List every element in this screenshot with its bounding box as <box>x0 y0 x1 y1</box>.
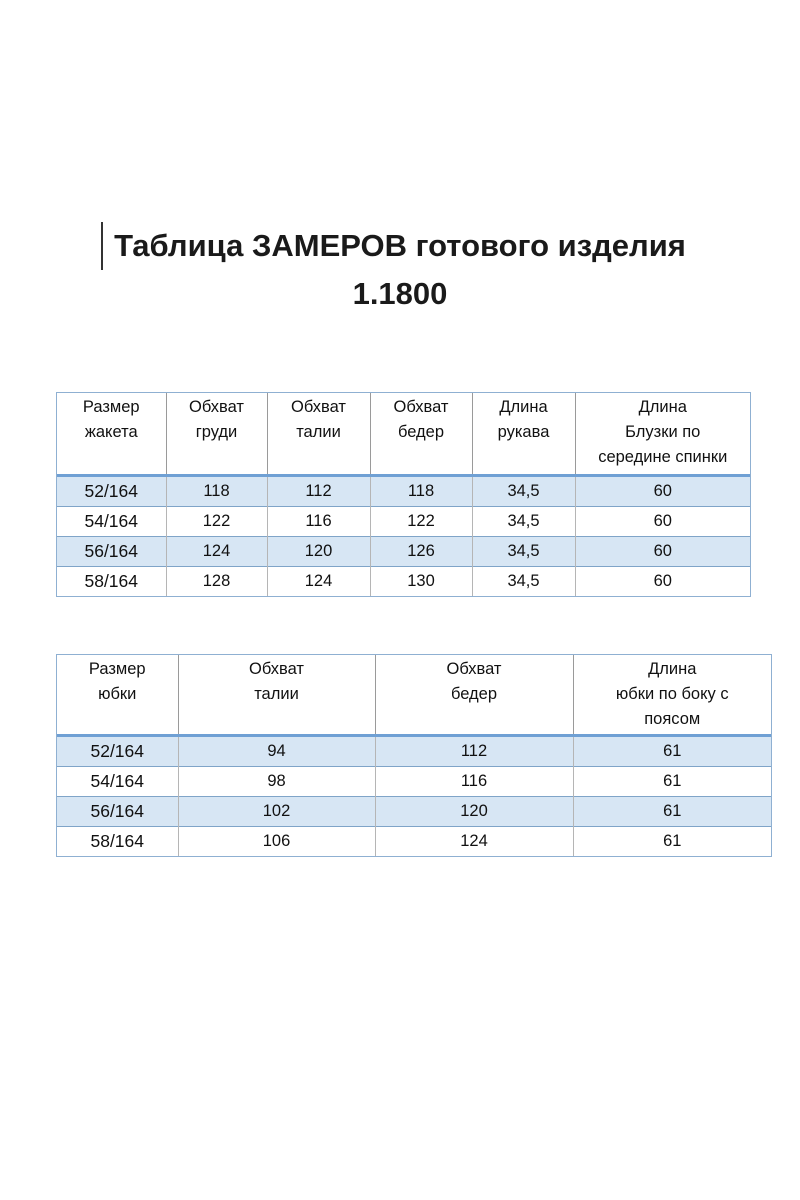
jacket-measurements-table <box>57 393 750 596</box>
cell-chest: 124 <box>166 537 267 567</box>
cell-hips: 120 <box>375 797 573 827</box>
table-row <box>57 767 771 797</box>
cell-size: 52/164 <box>57 476 166 507</box>
cell-hips: 122 <box>370 507 472 537</box>
cell-skirt-length: 61 <box>573 827 771 857</box>
skirt-measurements-table <box>57 655 771 856</box>
cell-hips: 126 <box>370 537 472 567</box>
cell-waist: 116 <box>267 507 370 537</box>
cell-blouse-length: 60 <box>575 476 750 507</box>
cell-skirt-length: 61 <box>573 797 771 827</box>
cell-waist: 112 <box>267 476 370 507</box>
cell-blouse-length: 60 <box>575 537 750 567</box>
header-blouse-length: Длина Блузки по середине спинки <box>575 393 750 476</box>
cell-hips: 112 <box>375 736 573 767</box>
cell-size: 58/164 <box>57 567 166 597</box>
cell-hips: 116 <box>375 767 573 797</box>
cell-size: 56/164 <box>57 537 166 567</box>
title-line-2: 1.1800 <box>352 276 448 311</box>
header-waist: Обхват талии <box>178 655 375 736</box>
document-title <box>0 222 800 318</box>
header-size-jacket: Размер жакета <box>82 398 140 441</box>
cell-size: 58/164 <box>57 827 178 857</box>
header-sleeve-length: Длина рукава <box>472 393 575 476</box>
cell-sleeve: 34,5 <box>472 476 575 507</box>
header-skirt-length: Длина юбки по боку с поясом <box>573 655 771 736</box>
cell-waist: 120 <box>267 537 370 567</box>
table-header-row <box>57 655 771 736</box>
table-row <box>57 797 771 827</box>
cell-hips: 124 <box>375 827 573 857</box>
cell-sleeve: 34,5 <box>472 507 575 537</box>
table-row <box>57 507 750 537</box>
cell-hips: 130 <box>370 567 472 597</box>
cell-skirt-length: 61 <box>573 736 771 767</box>
cell-sleeve: 34,5 <box>472 537 575 567</box>
header-waist: Обхват талии <box>267 393 370 476</box>
cell-size: 54/164 <box>57 767 178 797</box>
table-header-row <box>57 393 750 476</box>
table-row <box>57 827 771 857</box>
cell-size: 56/164 <box>57 797 178 827</box>
cell-waist: 102 <box>178 797 375 827</box>
table-row <box>57 476 750 507</box>
header-hips: Обхват бедер <box>370 393 472 476</box>
cell-blouse-length: 60 <box>575 507 750 537</box>
header-hips: Обхват бедер <box>375 655 573 736</box>
cell-size: 54/164 <box>57 507 166 537</box>
header-chest: Обхват груди <box>166 393 267 476</box>
cell-chest: 122 <box>166 507 267 537</box>
table-row <box>57 537 750 567</box>
cell-chest: 118 <box>166 476 267 507</box>
cell-waist: 106 <box>178 827 375 857</box>
cell-blouse-length: 60 <box>575 567 750 597</box>
table-row <box>57 736 771 767</box>
cell-waist: 98 <box>178 767 375 797</box>
table-row <box>57 567 750 597</box>
cell-size: 52/164 <box>57 736 178 767</box>
cell-waist: 124 <box>267 567 370 597</box>
cell-sleeve: 34,5 <box>472 567 575 597</box>
cell-chest: 128 <box>166 567 267 597</box>
cell-skirt-length: 61 <box>573 767 771 797</box>
cell-hips: 118 <box>370 476 472 507</box>
cell-waist: 94 <box>178 736 375 767</box>
header-size-skirt: Размер юбки <box>88 660 146 703</box>
title-line-1: Таблица ЗАМЕРОВ готового изделия <box>114 228 686 263</box>
